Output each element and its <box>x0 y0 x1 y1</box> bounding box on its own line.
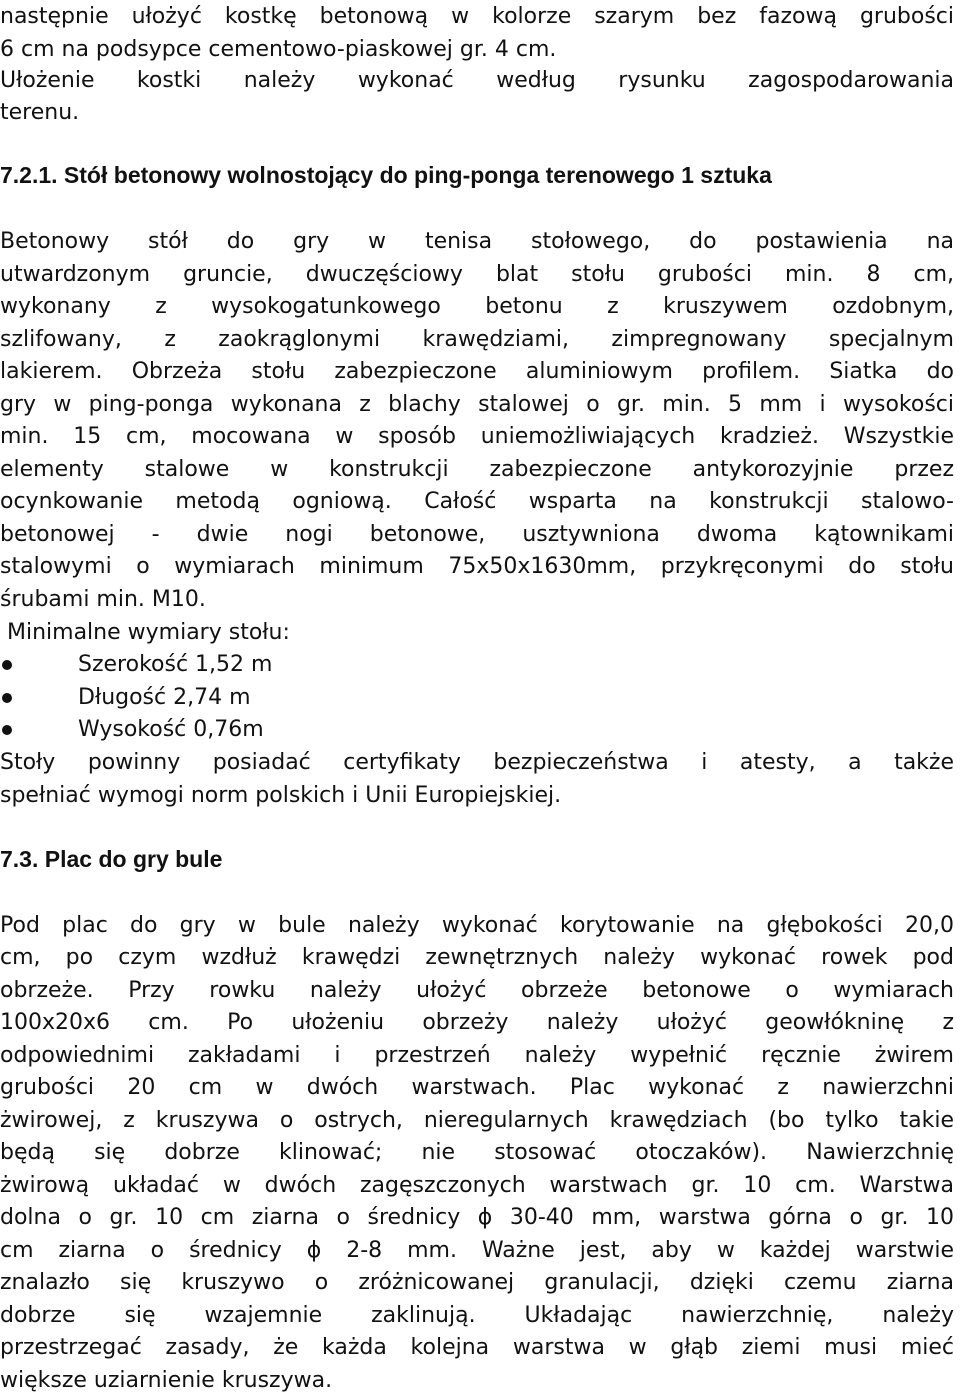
section-heading-73: 7.3. Plac do gry bule <box>0 846 223 872</box>
bullet-icon <box>2 660 12 670</box>
paragraph-line: utwardzonym gruncie, dwuczęściowy blat stołu grubości min. 8 cm, <box>0 262 954 287</box>
paragraph-line: min. 15 cm, mocowana w sposób uniemożliwiających kradzież. Wszystkie <box>0 424 954 449</box>
section-heading-721: 7.2.1. Stół betonowy wolnostojący do ping-ponga terenowego 1 sztuka <box>0 162 772 188</box>
intro-line: następnie ułożyć kostkę betonową w kolorze szarym bez fazową grubości <box>0 4 954 29</box>
paragraph-line: elementy stalowe w konstrukcji zabezpieczone antykorozyjnie przez <box>0 457 954 482</box>
paragraph-line: żwirową układać w dwóch zagęszczonych warstwach gr. 10 cm. Warstwa <box>0 1173 954 1198</box>
paragraph-line: wykonany z wysokogatunkowego betonu z kruszywem ozdobnym, <box>0 294 954 319</box>
paragraph-line: szlifowany, z zaokrąglonymi krawędziami, zimpregnowany specjalnym <box>0 327 954 352</box>
paragraph-line: lakierem. Obrzeża stołu zabezpieczone aluminiowym profilem. Siatka do <box>0 359 954 384</box>
paragraph-line: 100x20x6 cm. Po ułożeniu obrzeży należy ułożyć geowłókninę z <box>0 1010 954 1035</box>
intro-line: 6 cm na podsypce cementowo-piaskowej gr. 4 cm. <box>0 37 557 62</box>
paragraph-line: dobrze się wzajemnie zaklinują. Układając nawierzchnię, należy <box>0 1303 954 1328</box>
list-item <box>0 648 954 681</box>
paragraph-line: gry w ping-ponga wykonana z blachy stalowej o gr. min. 5 mm i wysokości <box>0 392 954 417</box>
paragraph-line: cm ziarna o średnicy ϕ 2-8 mm. Ważne jest, aby w każdej warstwie <box>0 1238 954 1263</box>
paragraph-line: grubości 20 cm w dwóch warstwach. Plac wykonać z nawierzchni <box>0 1075 954 1100</box>
list-item-text: Wysokość 0,76m <box>78 717 264 742</box>
paragraph-line: większe uziarnienie kruszywa. <box>0 1368 333 1393</box>
paragraph-line: obrzeże. Przy rowku należy ułożyć obrzeże betonowe o wymiarach <box>0 978 954 1003</box>
list-item <box>0 681 954 714</box>
paragraph-line: odpowiednimi zakładami i przestrzeń należy wypełnić ręcznie żwirem <box>0 1043 954 1068</box>
paragraph-line: cm, po czym wzdłuż krawędzi zewnętrznych należy wykonać rowek pod <box>0 945 954 970</box>
closing-line: Stoły powinny posiadać certyfikaty bezpieczeństwa i atesty, a także <box>0 750 954 775</box>
paragraph-line: dolna o gr. 10 cm ziarna o średnicy ϕ 30-40 mm, warstwa górna o gr. 10 <box>0 1205 954 1230</box>
paragraph-line: Betonowy stół do gry w tenisa stołowego, do postawienia na <box>0 229 954 254</box>
intro-line: terenu. <box>0 100 80 125</box>
paragraph-line: będą się dobrze klinować; nie stosować otoczaków). Nawierzchnię <box>0 1140 954 1165</box>
closing-line: spełniać wymogi norm polskich i Unii Europiejskiej. <box>0 783 562 808</box>
dimensions-label: Minimalne wymiary stołu: <box>0 620 290 645</box>
paragraph-line: żwirowej, z kruszywa o ostrych, nieregularnych krawędziach (bo tylko takie <box>0 1108 954 1133</box>
list-item <box>0 713 954 746</box>
list-item-text: Szerokość 1,52 m <box>78 652 273 677</box>
intro-line: Ułożenie kostki należy wykonać według rysunku zagospodarowania <box>0 68 954 93</box>
list-item-text: Długość 2,74 m <box>78 685 251 710</box>
paragraph-line: śrubami min. M10. <box>0 587 206 612</box>
bullet-icon <box>2 725 12 735</box>
paragraph-line: ocynkowanie metodą ogniową. Całość wsparta na konstrukcji stalowo- <box>0 489 954 514</box>
paragraph-line: betonowej - dwie nogi betonowe, usztywniona dwoma kątownikami <box>0 522 954 547</box>
paragraph-line: znalazło się kruszywo o zróżnicowanej granulacji, dzięki czemu ziarna <box>0 1270 954 1295</box>
paragraph-line: Pod plac do gry w bule należy wykonać korytowanie na głębokości 20,0 <box>0 913 954 938</box>
bullet-icon <box>2 693 12 703</box>
paragraph-line: przestrzegać zasady, że każda kolejna warstwa w głąb ziemi musi mieć <box>0 1335 954 1360</box>
paragraph-line: stalowymi o wymiarach minimum 75x50x1630mm, przykręconymi do stołu <box>0 554 954 579</box>
